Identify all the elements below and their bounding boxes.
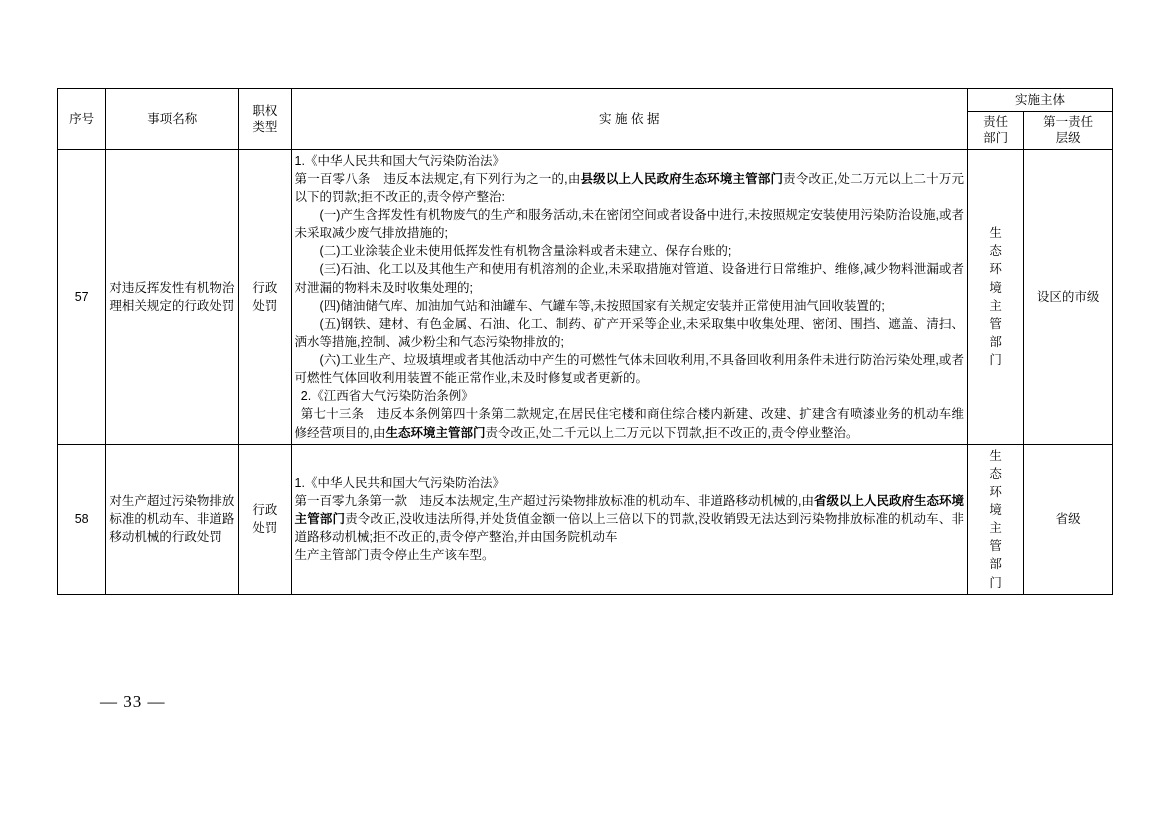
basis-paragraph [295, 405, 964, 441]
basis-text: (三)石油、化工以及其他生产和使用有机溶剂的企业,未采取措施对管道、设备进行日常维护、维修,减少物料泄漏或者对泄漏的物料未及时收集处理的; [294, 262, 964, 295]
cell-seq: 58 [58, 444, 106, 594]
cell-seq: 57 [58, 149, 106, 444]
header-type-line2: 类型 [252, 119, 278, 134]
header-dept-line2: 部门 [983, 131, 1009, 146]
header-subject-group: 实施主体 [968, 89, 1113, 112]
basis-paragraph [295, 242, 964, 260]
basis-paragraph [295, 474, 964, 492]
header-dept [968, 112, 1024, 150]
cell-responsible-department: 生 态 环 境 主 管 部 门 [968, 444, 1024, 594]
basis-paragraph [295, 152, 964, 170]
basis-text: 第七十三条 违反本条例第四十条第二款规定,在居民住宅楼和商住综合楼内新建、改建、扩建含有喷漆业务的机动车维修经营项目的,由 [294, 407, 964, 440]
header-type [239, 89, 291, 150]
cell-item-name: 对违反挥发性有机物治理相关规定的行政处罚 [106, 149, 239, 444]
basis-paragraph [295, 387, 964, 405]
basis-text: 1.《中华人民共和国大气污染防治法》 [294, 475, 505, 490]
table-header-row-1 [58, 89, 1113, 112]
table-row [58, 149, 1113, 444]
basis-text: (四)储油储气库、加油加气站和油罐车、气罐车等,未按照国家有关规定安装并正常使用油气回收装置的; [319, 298, 885, 313]
basis-text: (五)钢铁、建材、有色金属、石油、化工、制药、矿产开采等企业,未采取集中收集处理、密闭、围挡、遮盖、清扫、洒水等措施,控制、减少粉尘和气态污染物排放的; [294, 316, 964, 349]
basis-paragraph [295, 351, 964, 387]
header-level-line2: 层级 [1055, 131, 1081, 146]
basis-text: 第一百零八条 违反本法规定,有下列行为之一的,由 [294, 171, 581, 186]
basis-text: 责令改正,处二万元以上二十万元以下的罚款;拒不改正的,责令停产整治: [294, 171, 964, 204]
basis-paragraph [295, 492, 964, 546]
cell-power-type: 行政 处罚 [239, 149, 291, 444]
cell-power-type: 行政 处罚 [239, 444, 291, 594]
basis-text: (一)产生含挥发性有机物废气的生产和服务活动,未在密闭空间或者设备中进行,未按照规定安装使用污染防治设施,或者未采取减少废气排放措施的; [294, 208, 964, 241]
cell-implementation-basis [291, 444, 967, 594]
header-level-line1: 第一责任 [1043, 115, 1094, 130]
basis-paragraph [295, 315, 964, 351]
basis-text: 1.《中华人民共和国大气污染防治法》 [294, 153, 505, 168]
power-list-table [57, 88, 1113, 595]
basis-text: 第一百零九条第一款 违反本法规定,生产超过污染物排放标准的机动车、非道路移动机械的,由 [294, 493, 814, 508]
basis-paragraph [295, 206, 964, 242]
header-name: 事项名称 [106, 89, 239, 150]
basis-emphasis: 省级以上人民政府生态环境主管部门 [294, 493, 964, 527]
basis-text: 责令改正,处二千元以上二万元以下罚款,拒不改正的,责令停业整治。 [485, 425, 859, 440]
basis-text: 生产主管部门责令停止生产该车型。 [294, 548, 495, 563]
header-level [1024, 112, 1113, 150]
page-number: — 33 — [100, 692, 166, 711]
basis-paragraph [295, 297, 964, 315]
header-seq: 序号 [58, 89, 106, 150]
header-basis: 实 施 依 据 [291, 89, 967, 150]
cell-responsibility-level: 设区的市级 [1024, 149, 1113, 444]
basis-paragraph [295, 546, 964, 564]
header-dept-line1: 责任 [983, 115, 1009, 130]
basis-paragraph [295, 260, 964, 296]
cell-implementation-basis [291, 149, 967, 444]
cell-responsibility-level: 省级 [1024, 444, 1113, 594]
basis-emphasis: 生态环境主管部门 [385, 425, 486, 440]
header-type-line1: 职权 [252, 103, 278, 118]
basis-text: 2.《江西省大气污染防治条例》 [300, 389, 474, 404]
basis-text: (二)工业涂装企业未使用低挥发性有机物含量涂料或者未建立、保存台账的; [319, 244, 732, 259]
table-body [58, 149, 1113, 594]
basis-text: 责令改正,没收违法所得,并处货值金额一倍以上三倍以下的罚款,没收销毁无法达到污染物排放标准的机动车、非道路移动机械;拒不改正的,责令停产整治,并由国务院机动车 [294, 512, 964, 545]
table-header [58, 89, 1113, 150]
table-row [58, 444, 1113, 594]
basis-emphasis: 县级以上人民政府生态环境主管部门 [580, 171, 784, 186]
cell-item-name: 对生产超过污染物排放标准的机动车、非道路移动机械的行政处罚 [106, 444, 239, 594]
basis-text: (六)工业生产、垃圾填埋或者其他活动中产生的可燃性气体未回收利用,不具备回收利用条件未进行防治污染处理,或者可燃性气体回收利用装置不能正常作业,未及时修复或者更新的。 [294, 353, 964, 386]
cell-responsible-department: 生 态 环 境 主 管 部 门 [968, 149, 1024, 444]
basis-paragraph [295, 170, 964, 206]
